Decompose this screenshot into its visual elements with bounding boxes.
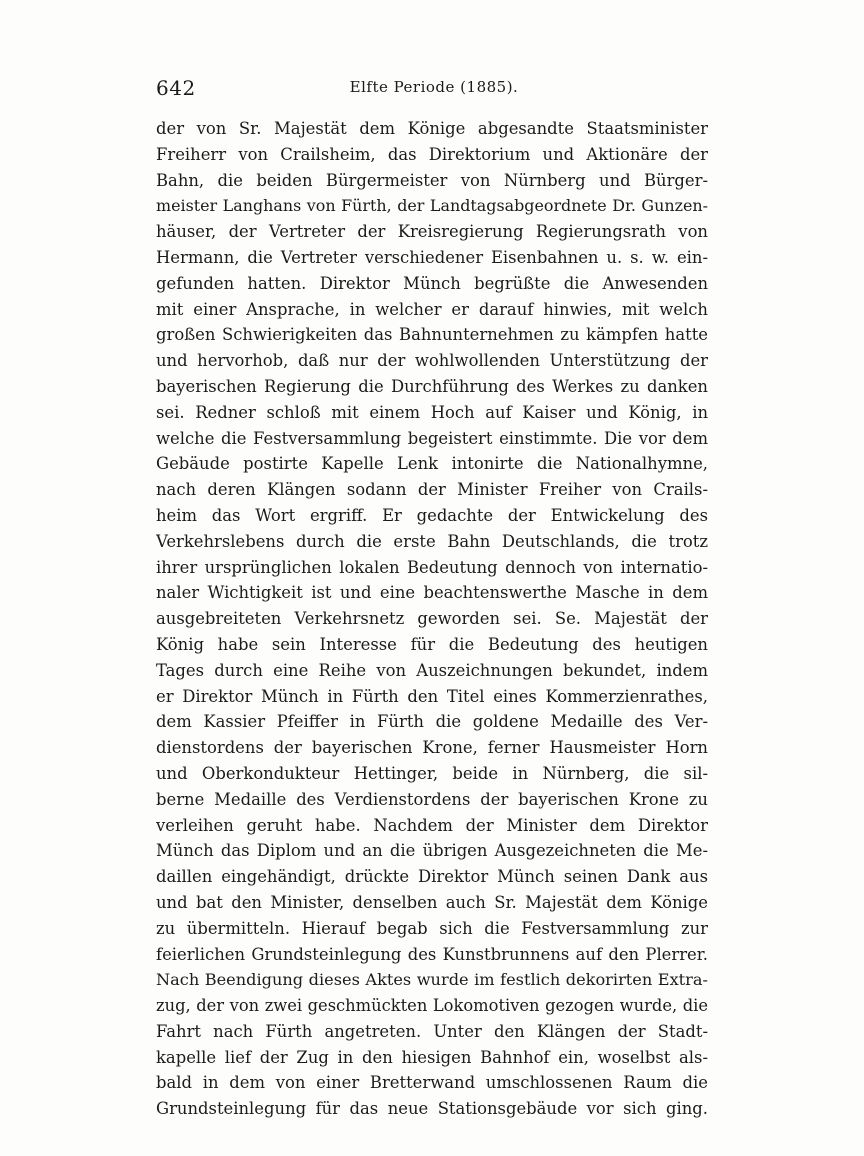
text-line: und hervorhob, daß nur der wohlwollenden Unterstützung der [156,351,708,371]
text-line: und bat den Minister, denselben auch Sr. Majestät dem Könige [156,892,708,912]
text-line: dienstordens der bayerischen Krone, ferner Hausmeister Horn [156,738,708,758]
text-line: bald in dem von einer Bretterwand umschlossenen Raum die [156,1073,708,1093]
text-line: naler Wichtigkeit ist und eine beachtenswerthe Masche in dem [156,583,708,603]
text-line: Nach Beendigung dieses Aktes wurde im festlich dekorirten Extra- [156,970,708,990]
text-line: welche die Festversammlung begeistert einstimmte. Die vor dem [156,428,708,448]
text-line: Freiherr von Crailsheim, das Direktorium und Aktionäre der [156,144,708,164]
text-line: Gebäude postirte Kapelle Lenk intonirte die Nationalhymne, [156,454,708,474]
text-line: verleihen geruht habe. Nachdem der Minister dem Direktor [156,815,708,835]
text-line: zu übermitteln. Hierauf begab sich die Festversammlung zur [156,918,708,938]
text-line: daillen eingehändigt, drückte Direktor Münch seinen Dank aus [156,867,708,887]
text-line: Grundsteinlegung für das neue Stationsgebäude vor sich ging. [156,1099,708,1119]
text-line: kapelle lief der Zug in den hiesigen Bahnhof ein, woselbst als- [156,1047,708,1067]
body-text [156,116,708,1122]
running-head: Elfte Periode (1885). [349,78,519,96]
text-line: sei. Redner schloß mit einem Hoch auf Kaiser und König, in [156,402,708,422]
text-line: feierlichen Grundsteinlegung des Kunstbrunnens auf den Plerrer. [156,944,708,964]
text-line: Bahn, die beiden Bürgermeister von Nürnberg und Bürger- [156,170,708,190]
text-line: zug, der von zwei geschmückten Lokomotiven gezogen wurde, die [156,996,708,1016]
text-line: König habe sein Interesse für die Bedeutung des heutigen [156,634,708,654]
text-line: berne Medaille des Verdienstordens der bayerischen Krone zu [156,789,708,809]
text-line: heim das Wort ergriff. Er gedachte der Entwickelung des [156,505,708,525]
text-line: Fahrt nach Fürth angetreten. Unter den Klängen der Stadt- [156,1021,708,1041]
text-line: Tages durch eine Reihe von Auszeichnungen bekundet, indem [156,660,708,680]
text-line: Verkehrslebens durch die erste Bahn Deutschlands, die trotz [156,531,708,551]
text-line: gefunden hatten. Direktor Münch begrüßte die Anwesenden [156,273,708,293]
text-line: der von Sr. Majestät dem Könige abgesandte Staatsminister [156,119,708,138]
text-line: ausgebreiteten Verkehrsnetz geworden sei. Se. Majestät der [156,609,708,629]
text-line: nach deren Klängen sodann der Minister Freiher von Crails- [156,480,708,500]
text-line: mit einer Ansprache, in welcher er darauf hinwies, mit welch [156,299,708,319]
text-line: und Oberkondukteur Hettinger, beide in Nürnberg, die sil- [156,763,708,783]
text-line: großen Schwierigkeiten das Bahnunternehmen zu kämpfen hatte [156,325,708,345]
text-line: meister Langhans von Fürth, der Landtagsabgeordnete Dr. Gunzen- [156,196,708,216]
text-line: ihrer ursprünglichen lokalen Bedeutung dennoch von internatio- [156,557,708,577]
text-line: Münch das Diplom und an die übrigen Ausgezeichneten die Me- [156,841,708,861]
page-number: 642 [156,76,196,100]
text-line: häuser, der Vertreter der Kreisregierung Regierungsrath von [156,222,708,242]
page-header [156,76,712,100]
text-line: bayerischen Regierung die Durchführung des Werkes zu danken [156,376,708,396]
text-line: dem Kassier Pfeiffer in Fürth die goldene Medaille des Ver- [156,712,708,732]
text-line: Hermann, die Vertreter verschiedener Eisenbahnen u. s. w. ein- [156,247,708,267]
text-line: er Direktor Münch in Fürth den Titel eines Kommerzienrathes, [156,686,708,706]
